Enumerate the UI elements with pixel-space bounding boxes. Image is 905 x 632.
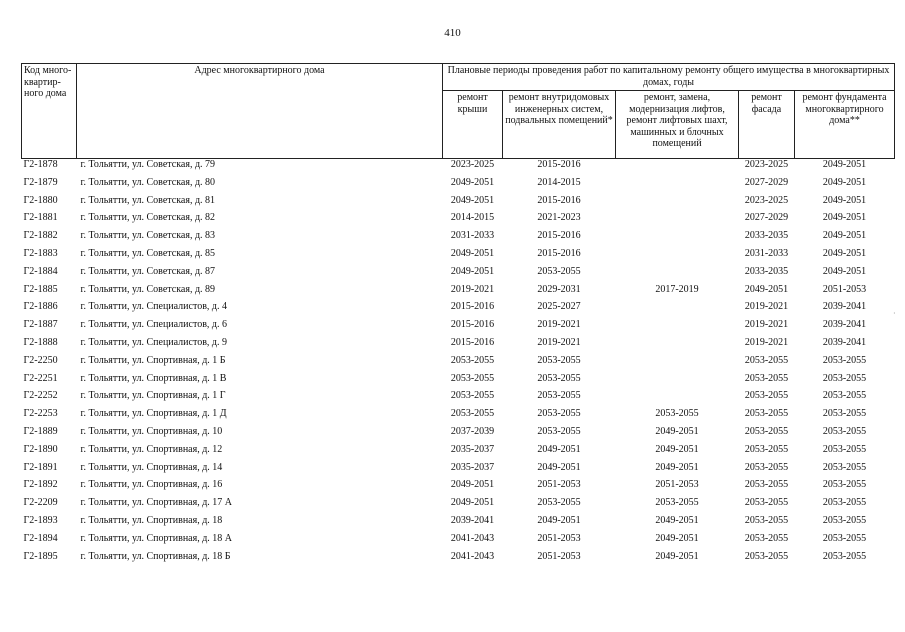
table-row: [22, 390, 895, 408]
cell-engineering: 2053-2055: [537, 265, 581, 277]
cell-foundation: 2053-2055: [822, 354, 867, 366]
cell-elevators: [616, 159, 739, 177]
table-row: [22, 462, 895, 480]
cell-roof: 2049-2051: [450, 194, 495, 206]
cell-engineering: 2051-2053: [537, 550, 581, 562]
cell-address: г. Тольятти, ул. Спортивная, д. 1 Д: [80, 408, 227, 420]
table-row: [22, 301, 895, 319]
table-header: [22, 64, 895, 159]
cell-facade: 2027-2029: [744, 176, 789, 188]
cell-elevators: 2053-2055: [655, 497, 699, 509]
cell-facade: 2053-2055: [744, 425, 789, 437]
cell-roof: 2019-2021: [450, 283, 495, 295]
cell-address: г. Тольятти, ул. Спортивная, д. 1 Г: [80, 390, 226, 402]
cell-foundation: 2039-2041: [822, 336, 867, 348]
cell-foundation: 2049-2051: [822, 159, 867, 170]
cell-address: г. Тольятти, ул. Спортивная, д. 16: [80, 479, 223, 491]
cell-foundation: 2053-2055: [822, 461, 867, 473]
cell-roof: 2041-2043: [450, 532, 495, 544]
cell-code: Г2-1884: [23, 265, 58, 277]
table-row: [22, 408, 895, 426]
header-facade: ремонт фасада: [739, 91, 795, 159]
cell-roof: 2031-2033: [450, 230, 495, 242]
cell-facade: 2019-2021: [744, 319, 789, 331]
cell-code: Г2-1893: [23, 514, 58, 526]
cell-code: Г2-1883: [23, 247, 58, 259]
cell-facade: 2053-2055: [744, 461, 789, 473]
cell-facade: 2031-2033: [744, 247, 789, 259]
cell-roof: 2041-2043: [450, 550, 495, 562]
cell-address: г. Тольятти, ул. Советская, д. 79: [80, 159, 216, 170]
cell-facade: 2023-2025: [744, 194, 789, 206]
cell-roof: 2014-2015: [450, 212, 495, 224]
cell-foundation: 2051-2053: [822, 283, 867, 295]
cell-engineering: 2053-2055: [537, 425, 581, 437]
cell-engineering: 2015-2016: [537, 159, 581, 170]
cell-facade: 2023-2025: [744, 159, 789, 170]
cell-foundation: 2053-2055: [822, 497, 867, 509]
table-row: [22, 230, 895, 248]
table-row: [22, 159, 895, 177]
cell-facade: 2033-2035: [744, 230, 789, 242]
cell-foundation: 2053-2055: [822, 532, 867, 544]
cell-facade: 2053-2055: [744, 532, 789, 544]
cell-code: Г2-1882: [23, 230, 58, 242]
cell-code: Г2-2250: [23, 354, 58, 366]
cell-elevators: 2049-2051: [655, 443, 699, 455]
header-foundation: ремонт фундамента многоквартирного дома**: [795, 91, 895, 159]
cell-elevators: [616, 373, 739, 391]
cell-roof: 2015-2016: [450, 319, 495, 331]
header-code: Код много-квартир-ного дома: [22, 64, 77, 159]
cell-foundation: 2053-2055: [822, 443, 867, 455]
table-row: [22, 426, 895, 444]
table-row: [22, 355, 895, 373]
cell-code: Г2-1888: [23, 336, 58, 348]
cell-foundation: 2053-2055: [822, 408, 867, 420]
page-number: 410: [444, 27, 461, 39]
cell-code: Г2-1890: [23, 443, 58, 455]
cell-address: г. Тольятти, ул. Спортивная, д. 18: [80, 514, 223, 526]
cell-elevators: 2053-2055: [655, 408, 699, 420]
table-row: [22, 373, 895, 391]
cell-facade: 2027-2029: [744, 212, 789, 224]
cell-roof: 2053-2055: [450, 390, 495, 402]
cell-facade: 2053-2055: [744, 514, 789, 526]
cell-foundation: 2053-2055: [822, 514, 867, 526]
cell-roof: 2049-2051: [450, 176, 495, 188]
cell-engineering: 2053-2055: [537, 354, 581, 366]
cell-address: г. Тольятти, ул. Спортивная, д. 1 Б: [80, 354, 226, 366]
cell-engineering: 2015-2016: [537, 247, 581, 259]
cell-roof: 2039-2041: [450, 514, 495, 526]
cell-address: г. Тольятти, ул. Специалистов, д. 6: [80, 319, 228, 331]
cell-engineering: 2049-2051: [537, 443, 581, 455]
table-row: [22, 497, 895, 515]
cell-engineering: 2053-2055: [537, 408, 581, 420]
table-row: [22, 533, 895, 551]
cell-foundation: 2049-2051: [822, 230, 867, 242]
table-row: [22, 248, 895, 266]
table-row: [22, 195, 895, 213]
cell-address: г. Тольятти, ул. Советская, д. 89: [80, 283, 216, 295]
cell-facade: 2053-2055: [744, 354, 789, 366]
cell-elevators: [616, 319, 739, 337]
cell-roof: 2053-2055: [450, 372, 495, 384]
cell-foundation: 2053-2055: [822, 390, 867, 402]
cell-facade: 2019-2021: [744, 301, 789, 313]
cell-code: Г2-1885: [23, 283, 58, 295]
cell-code: Г2-2253: [23, 408, 58, 420]
cell-elevators: 2017-2019: [655, 283, 699, 295]
cell-facade: 2049-2051: [744, 283, 789, 295]
cell-roof: 2049-2051: [450, 265, 495, 277]
cell-foundation: 2053-2055: [822, 372, 867, 384]
cell-elevators: [616, 337, 739, 355]
cell-code: Г2-1895: [23, 550, 58, 562]
cell-address: г. Тольятти, ул. Советская, д. 85: [80, 247, 216, 259]
cell-address: г. Тольятти, ул. Советская, д. 82: [80, 212, 216, 224]
cell-elevators: 2051-2053: [655, 479, 699, 491]
table-body: [22, 159, 895, 569]
cell-code: Г2-2251: [23, 372, 58, 384]
cell-roof: 2037-2039: [450, 425, 495, 437]
table-row: [22, 319, 895, 337]
cell-foundation: 2039-2041: [822, 301, 867, 313]
cell-facade: 2053-2055: [744, 550, 789, 562]
cell-roof: 2049-2051: [450, 247, 495, 259]
cell-elevators: [616, 355, 739, 373]
cell-facade: 2053-2055: [744, 390, 789, 402]
header-periods: Плановые периоды проведения работ по капитальному ремонту общего имущества в многоквартирных домах, годы: [443, 64, 895, 91]
table-row: [22, 479, 895, 497]
cell-address: г. Тольятти, ул. Советская, д. 83: [80, 230, 216, 242]
cell-foundation: 2049-2051: [822, 194, 867, 206]
table-row: [22, 177, 895, 195]
cell-engineering: 2049-2051: [537, 514, 581, 526]
cell-elevators: [616, 177, 739, 195]
header-address: Адрес многоквартирного дома: [77, 64, 443, 159]
cell-engineering: 2053-2055: [537, 497, 581, 509]
cell-foundation: 2053-2055: [822, 425, 867, 437]
cell-facade: 2053-2055: [744, 479, 789, 491]
cell-address: г. Тольятти, ул. Спортивная, д. 18 А: [80, 532, 233, 544]
cell-code: Г2-1891: [23, 461, 58, 473]
cell-foundation: 2049-2051: [822, 265, 867, 277]
table-row: [22, 212, 895, 230]
cell-elevators: [616, 248, 739, 266]
cell-engineering: 2051-2053: [537, 532, 581, 544]
table-row: [22, 515, 895, 533]
cell-roof: 2015-2016: [450, 336, 495, 348]
cell-address: г. Тольятти, ул. Советская, д. 87: [80, 265, 216, 277]
cell-foundation: 2049-2051: [822, 247, 867, 259]
cell-code: Г2-1894: [23, 532, 58, 544]
cell-code: Г2-1879: [23, 176, 58, 188]
table-row: [22, 284, 895, 302]
cell-elevators: [616, 230, 739, 248]
table-row: [22, 551, 895, 569]
cell-roof: 2023-2025: [450, 159, 495, 170]
cell-engineering: 2019-2021: [537, 336, 581, 348]
table-row: [22, 266, 895, 284]
cell-code: Г2-1880: [23, 194, 58, 206]
cell-address: г. Тольятти, ул. Специалистов, д. 4: [80, 301, 228, 313]
cell-roof: 2049-2051: [450, 497, 495, 509]
header-elevators: ремонт, замена, модернизация лифтов, ремонт лифтовых шахт, машинных и блочных помещений: [616, 91, 739, 159]
cell-elevators: [616, 212, 739, 230]
cell-engineering: 2014-2015: [537, 176, 581, 188]
cell-address: г. Тольятти, ул. Спортивная, д. 12: [80, 443, 223, 455]
cell-facade: 2033-2035: [744, 265, 789, 277]
cell-elevators: 2049-2051: [655, 550, 699, 562]
cell-address: г. Тольятти, ул. Спортивная, д. 1 В: [80, 372, 227, 384]
cell-address: г. Тольятти, ул. Советская, д. 81: [80, 194, 216, 206]
cell-engineering: 2021-2023: [537, 212, 581, 224]
cell-facade: 2053-2055: [744, 497, 789, 509]
cell-elevators: [616, 195, 739, 213]
header-roof: ремонт крыши: [443, 91, 503, 159]
cell-address: г. Тольятти, ул. Советская, д. 80: [80, 176, 216, 188]
cell-code: Г2-1881: [23, 212, 58, 224]
cell-engineering: 2053-2055: [537, 372, 581, 384]
cell-facade: 2053-2055: [744, 408, 789, 420]
cell-code: Г2-1878: [23, 159, 58, 170]
scan-speck: ·: [893, 309, 896, 318]
cell-code: Г2-2252: [23, 390, 58, 402]
cell-address: г. Тольятти, ул. Спортивная, д. 17 А: [80, 497, 233, 509]
cell-elevators: [616, 266, 739, 284]
cell-code: Г2-2209: [23, 497, 58, 509]
cell-address: г. Тольятти, ул. Специалистов, д. 9: [80, 336, 228, 348]
cell-engineering: 2015-2016: [537, 194, 581, 206]
cell-elevators: 2049-2051: [655, 532, 699, 544]
cell-roof: 2049-2051: [450, 479, 495, 491]
cell-elevators: 2049-2051: [655, 514, 699, 526]
cell-facade: 2053-2055: [744, 443, 789, 455]
cell-engineering: 2049-2051: [537, 461, 581, 473]
cell-engineering: 2025-2027: [537, 301, 581, 313]
cell-facade: 2019-2021: [744, 336, 789, 348]
capital-repair-schedule-table: [21, 63, 895, 568]
cell-foundation: 2053-2055: [822, 479, 867, 491]
cell-roof: 2015-2016: [450, 301, 495, 313]
header-engineering: ремонт внутридомовых инженерных систем, подвальных помещений*: [503, 91, 616, 159]
cell-address: г. Тольятти, ул. Спортивная, д. 10: [80, 425, 223, 437]
cell-roof: 2053-2055: [450, 408, 495, 420]
cell-address: г. Тольятти, ул. Спортивная, д. 14: [80, 461, 223, 473]
cell-engineering: 2015-2016: [537, 230, 581, 242]
cell-code: Г2-1892: [23, 479, 58, 491]
cell-foundation: 2053-2055: [822, 550, 867, 562]
cell-foundation: 2049-2051: [822, 212, 867, 224]
cell-foundation: 2039-2041: [822, 319, 867, 331]
cell-address: г. Тольятти, ул. Спортивная, д. 18 Б: [80, 550, 231, 562]
cell-roof: 2053-2055: [450, 354, 495, 366]
cell-roof: 2035-2037: [450, 461, 495, 473]
cell-code: Г2-1889: [23, 425, 58, 437]
cell-code: Г2-1887: [23, 319, 58, 331]
cell-elevators: [616, 301, 739, 319]
cell-engineering: 2053-2055: [537, 390, 581, 402]
cell-elevators: 2049-2051: [655, 461, 699, 473]
cell-engineering: 2051-2053: [537, 479, 581, 491]
table-row: [22, 337, 895, 355]
cell-elevators: [616, 390, 739, 408]
cell-foundation: 2049-2051: [822, 176, 867, 188]
cell-engineering: 2029-2031: [537, 283, 581, 295]
cell-elevators: 2049-2051: [655, 425, 699, 437]
table-row: [22, 444, 895, 462]
cell-facade: 2053-2055: [744, 372, 789, 384]
cell-code: Г2-1886: [23, 301, 58, 313]
cell-roof: 2035-2037: [450, 443, 495, 455]
cell-engineering: 2019-2021: [537, 319, 581, 331]
